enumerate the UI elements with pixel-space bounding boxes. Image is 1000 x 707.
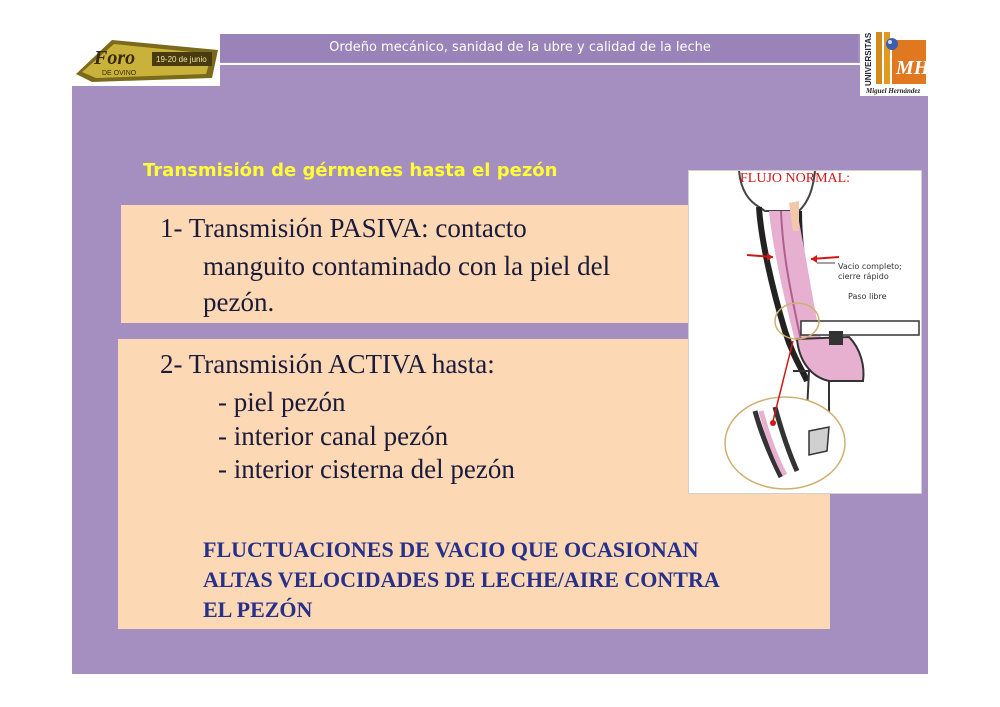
logo-name: Miguel Hernández xyxy=(866,87,921,95)
logo-dates-text: 19-20 de junio xyxy=(156,55,207,64)
fluctuation-line-3: EL PEZÓN xyxy=(203,597,313,622)
active-line-1: 2- Transmisión ACTIVA hasta: xyxy=(160,349,495,379)
figure-label-free-passage: Paso libre xyxy=(848,292,887,301)
bullet-item: - interior cisterna del pezón xyxy=(218,454,515,484)
logo-initials: MH xyxy=(896,57,928,79)
passive-line-3: pezón. xyxy=(203,287,275,317)
fluctuation-line-1: FLUCTUACIONES DE VACIO QUE OCASIONAN xyxy=(203,537,699,562)
foro-ovino-logo xyxy=(72,34,220,86)
universitas-mh-logo xyxy=(860,30,928,96)
figure-label-vacuum: Vacio completo; xyxy=(838,262,902,271)
slide-title: Transmisión de gérmenes hasta el pezón xyxy=(143,160,558,181)
figure-title: FLUJO NORMAL: xyxy=(740,171,851,186)
header-title: Ordeño mecánico, sanidad de la ubre y calidad de la leche xyxy=(329,40,711,55)
teatcup-diagram xyxy=(689,171,921,493)
bullet-item: - piel pezón xyxy=(218,387,346,417)
bullet-item: - interior canal pezón xyxy=(218,421,449,451)
passive-line-2: manguito contaminado con la piel del xyxy=(203,251,611,281)
normal-flow-figure xyxy=(688,170,922,494)
logo-vertical-text: UNIVERSITAS xyxy=(864,32,873,86)
logo-main-text: Foro xyxy=(94,47,136,69)
passive-line-1: 1- Transmisión PASIVA: contacto xyxy=(160,213,527,243)
fluctuation-line-2: ALTAS VELOCIDADES DE LECHE/AIRE CONTRA xyxy=(203,567,720,592)
header-divider xyxy=(220,63,860,65)
figure-label-closure: cierre rápido xyxy=(838,272,889,281)
logo-sub-text: DE OVINO xyxy=(102,70,137,77)
